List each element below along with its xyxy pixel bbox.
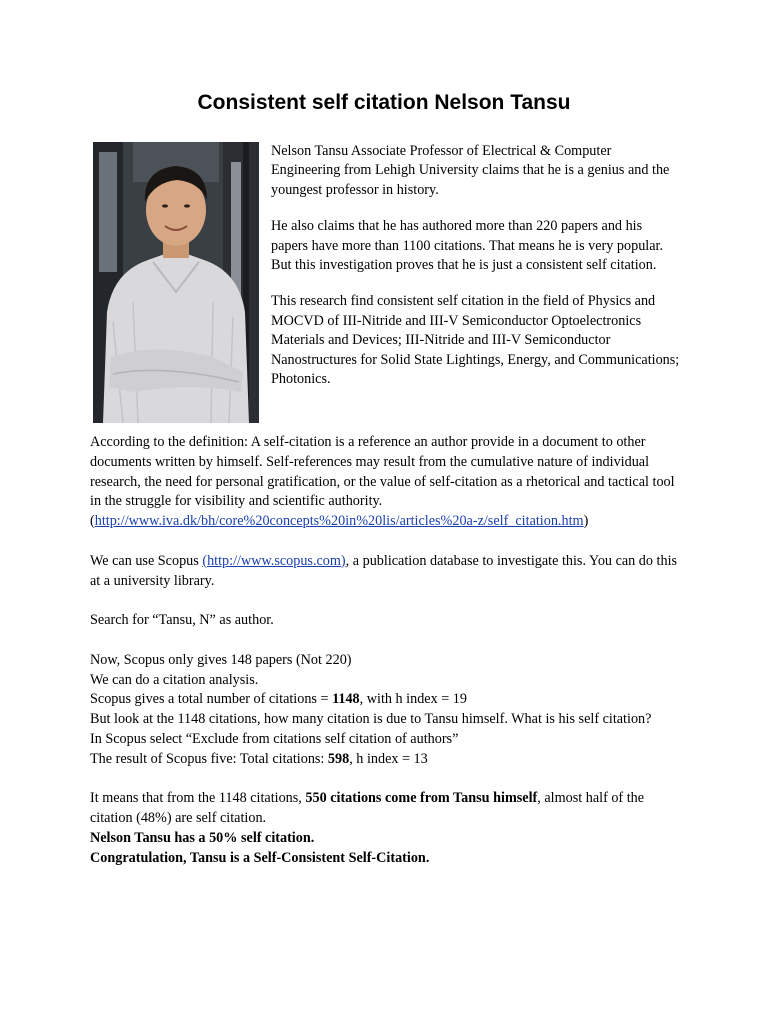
intro-section <box>271 142 681 406</box>
scopus-link[interactable]: (http://www.scopus.com) <box>202 552 346 569</box>
excluded-citations-value: 598 <box>327 750 350 767</box>
page-title: Consistent self citation Nelson Tansu <box>197 91 571 114</box>
analysis-line-6-after: , h index = 13 <box>349 750 428 767</box>
self-citations-highlight: 550 citations come from Tansu himself <box>305 790 538 807</box>
total-citations-value: 1148 <box>332 691 360 708</box>
author-photo <box>93 142 259 423</box>
intro-paragraph-1: Nelson Tansu Associate Professor of Electrical & Computer Engineering from Lehigh University claims that he is a genius and the youngest professor in history. <box>271 143 670 198</box>
analysis-line-6 <box>90 750 680 770</box>
conclusion-before: It means that from the 1148 citations, <box>90 790 306 807</box>
definition-text: According to the definition: A self-citation is a reference an author provide in a document to other documents written by himself. Self-references may result from the cumulative nature of individual research, the need for personal gratification, or the value of self-citation as a rhetorical and tactical tool in the struggle for visibility and scientific authority. ( <box>90 434 675 530</box>
conclusion-paragraph <box>90 789 680 868</box>
definition-close: ) <box>583 513 589 530</box>
analysis-line-6-before: The result of Scopus five: Total citations: <box>90 750 328 767</box>
analysis-line-3-before: Scopus gives a total number of citations = <box>90 691 333 708</box>
conclusion-line-2: Nelson Tansu has a 50% self citation. <box>90 829 315 846</box>
definition-link[interactable]: http://www.iva.dk/bh/core%20concepts%20in%20lis/articles%20a-z/self_citation.htm <box>94 513 584 530</box>
search-paragraph: Search for “Tansu, N” as author. <box>90 612 274 629</box>
intro-paragraph-2: He also claims that he has authored more than 220 papers and his papers have more than 1100 citations. That means he is very popular. But this investigation proves that he is just a consistent self citation. <box>271 218 664 274</box>
conclusion-line-3: Congratulation, Tansu is a Self-Consistent Self-Citation. <box>90 849 430 866</box>
analysis-paragraph <box>90 651 680 770</box>
definition-paragraph <box>90 433 680 532</box>
analysis-line-1: Now, Scopus only gives 148 papers (Not 220) <box>90 651 352 668</box>
scopus-before: We can use Scopus <box>90 552 203 569</box>
scopus-after: , a publication database to investigate this. You can do this at a university library. <box>90 552 678 589</box>
analysis-line-3-after: , with h index = 19 <box>359 691 467 708</box>
intro-paragraph-3: This research find consistent self citation in the field of Physics and MOCVD of III-Nitride and III-V Semiconductor Optoelectronics Materials and Devices; III-Nitride and III-V Semiconductor Nanostructures for Solid State Lightings, Energy, and Communications; Photonics. <box>271 293 680 388</box>
body-section <box>90 433 680 888</box>
analysis-line-2: We can do a citation analysis. <box>90 671 259 688</box>
analysis-line-3 <box>90 690 680 710</box>
analysis-line-4: But look at the 1148 citations, how many citation is due to Tansu himself. What is his self citation? <box>90 711 652 728</box>
analysis-line-5: In Scopus select “Exclude from citations self citation of authors” <box>90 730 459 747</box>
conclusion-after: , almost half of the citation (48%) are self citation. <box>90 790 645 827</box>
scopus-paragraph <box>90 552 680 592</box>
